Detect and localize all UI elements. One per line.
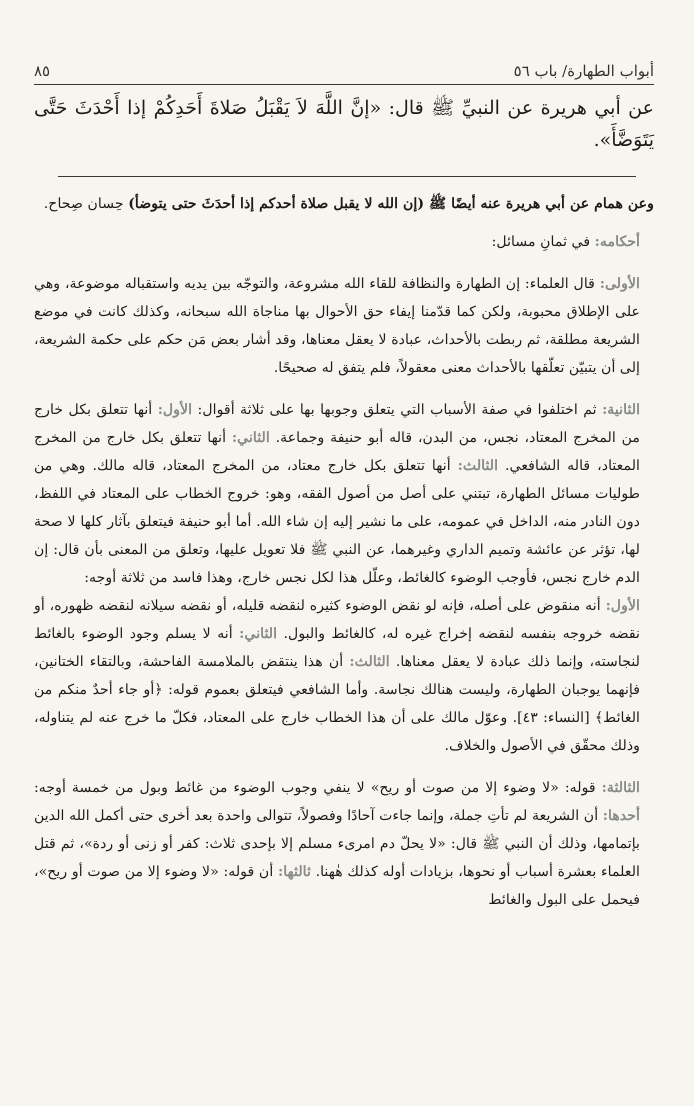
issue-third-text: قوله: «لا وضوء إلا من صوت أو ريح» لا ينفي وجوب الوضوء من غائط وبول من خمسة أوجه: [34, 780, 602, 796]
opinion-label: الثالث: [457, 458, 499, 474]
opinion-text: أنها تتعلق بكل خارج معتاد، من المخرج المعتاد، قاله مالك. وهي من طوليات مسائل الطهارة، تبتني على أصل من أصول الفقه، وهو: خروج الخطاب على المعتاد في اللفظ، دون النادر منه، الداخل في عمومه، على ما نشير إليه إن شاء الله. أما أبو حنيفة فيتعلق بآثار كلها لا صحة لها، تؤثر عن عائشة وتميم الداري وغيرهما، عن النبي ﷺ فلا تعويل عليها، وتعلق من المعنى بأن قال: إن الدم خارج نجس، فأوجب الوضوء كالغائط، وعلّل هذا لكل نجس خارج، وهذا فاسد من ثلاثة أوجه: [34, 458, 640, 586]
issue-third [34, 774, 654, 914]
narration-paragraph [34, 190, 654, 218]
ahkam-paragraph [34, 228, 654, 256]
narration-bold: وعن همام عن أبي هريرة عنه أيضًا ﷺ (إن الله لا يقبل صلاة أحدكم إذا أحدَثَ حتى يتوضأ) [128, 196, 654, 212]
opinion-text: أنها تتعلق بكل خارج من المخرج المعتاد، قاله الشافعي. [34, 430, 640, 474]
narration-grade: حِسان صِحاح. [43, 196, 129, 212]
aspect-text: أنه لا يسلم وجود الوضوء بالغائط لنجاسته، وإنما ذلك عبادة لا يعقل معناها. [34, 626, 640, 670]
issue-first-label: الأولى: [599, 276, 640, 292]
page-header [34, 54, 654, 85]
section-divider [58, 176, 636, 177]
issue-first [34, 270, 654, 382]
aspect-text: أنه منقوض على أصله، فإنه لو نقض الوضوء كثيره لنقضه قليله، أو نقضه سيلانه لنقضه ظهوره، أو نقضه خروجه بنفسه لنقضه إخراج غيره له، كالغائط والبول. [34, 598, 640, 642]
aspect-label: الثالث: [349, 654, 390, 670]
ahkam-label: أحكامه: [594, 234, 640, 250]
aspect-label: الأول: [605, 598, 640, 614]
ahkam-text: في ثمانِ مسائل: [491, 234, 595, 250]
issue-third-label: الثالثة: [601, 780, 640, 796]
page-number: ٨٥ [34, 62, 51, 80]
running-title: أبواب الطهارة/ باب ٥٦ [513, 62, 654, 80]
aspect-text: أن هذا ينتقض بالملامسة الفاحشة، وبالتقاء الختانين، فإنهما يوجبان الطهارة، وليست هنالك نجاسة. وأما الشافعي فيتعلق بعموم قوله: ﴿أو جاء أحدٌ منكم من الغائط﴾ [النساء: ٤٣]. وعوّل مالك على أن هذا الخطاب خارج على المعتاد، فكلّ ما خرج عنه لم يتناوله، وذلك محقّق في الأصول والخلاف. [34, 654, 640, 754]
hadith-text: عن أبي هريرة عن النبيِّ ﷺ قال: «إنَّ اللَّهَ لاَ يَقْبَلُ صَلاةَ أَحَدِكُمْ إذا أَحْدَثَ حَتَّى يَتَوَضَّأَ». [34, 97, 654, 151]
aspect-label: ثالثها: [277, 864, 311, 880]
issue-second [34, 396, 654, 760]
issue-first-text: قال العلماء: إن الطهارة والنظافة للقاء الله مشروعة، والتوجّه بين يديه واستقباله موضوعة، وهي على الإطلاق محبوبة، ولكن كما قدّمنا إيفاء حق الأحوال بها مناجاة الله سبحانه، وكذلك كانت في موضع الشريعة مطلقة، ثم ربطت بالأحداث، عبادة لا يعقل معناها، وقد أشار بعض مَن حكم على حكمة الشريعة، إلى أن يتبيّن تعلّقها بالأحداث معنى معقولاً، فلم يتفق له صحيحًا. [34, 276, 640, 376]
opinion-label: الأول: [157, 402, 193, 418]
issue-second-label: الثانية: [602, 402, 641, 418]
aspect-text: أن قوله: «لا وضوء إلا من صوت أو ريح»، فيحمل على البول والغائط [34, 864, 640, 908]
issue-second-text: ثم اختلفوا في صفة الأسباب التي يتعلق وجوبها بها على ثلاثة أقوال: [192, 402, 603, 418]
aspect-label: الثاني: [239, 626, 278, 642]
opinion-label: الثاني: [231, 430, 270, 446]
aspect-text: أن الشريعة لم تأتِ جملة، وإنما جاءت آحادًا وفصولاً، تتوالى واحدة بعد أخرى حتى أكمل الله الدين بإتمامها، وذلك أن النبي ﷺ قال: «لا يحلّ دم امرىء مسلم إلا بإحدى ثلاث: كفر أو زنى أو ردة»، ثم قتل العلماء بعشرة أسباب أو نحوها، بزيادات أوله كذلك هٰهنا. [34, 808, 640, 880]
aspect-label: أحدها: [602, 808, 640, 824]
commentary-body [34, 190, 654, 928]
opinion-text: أنها تتعلق بكل خارج من المخرج المعتاد، نجس، من البدن، قاله أبو حنيفة وجماعة. [34, 402, 640, 446]
